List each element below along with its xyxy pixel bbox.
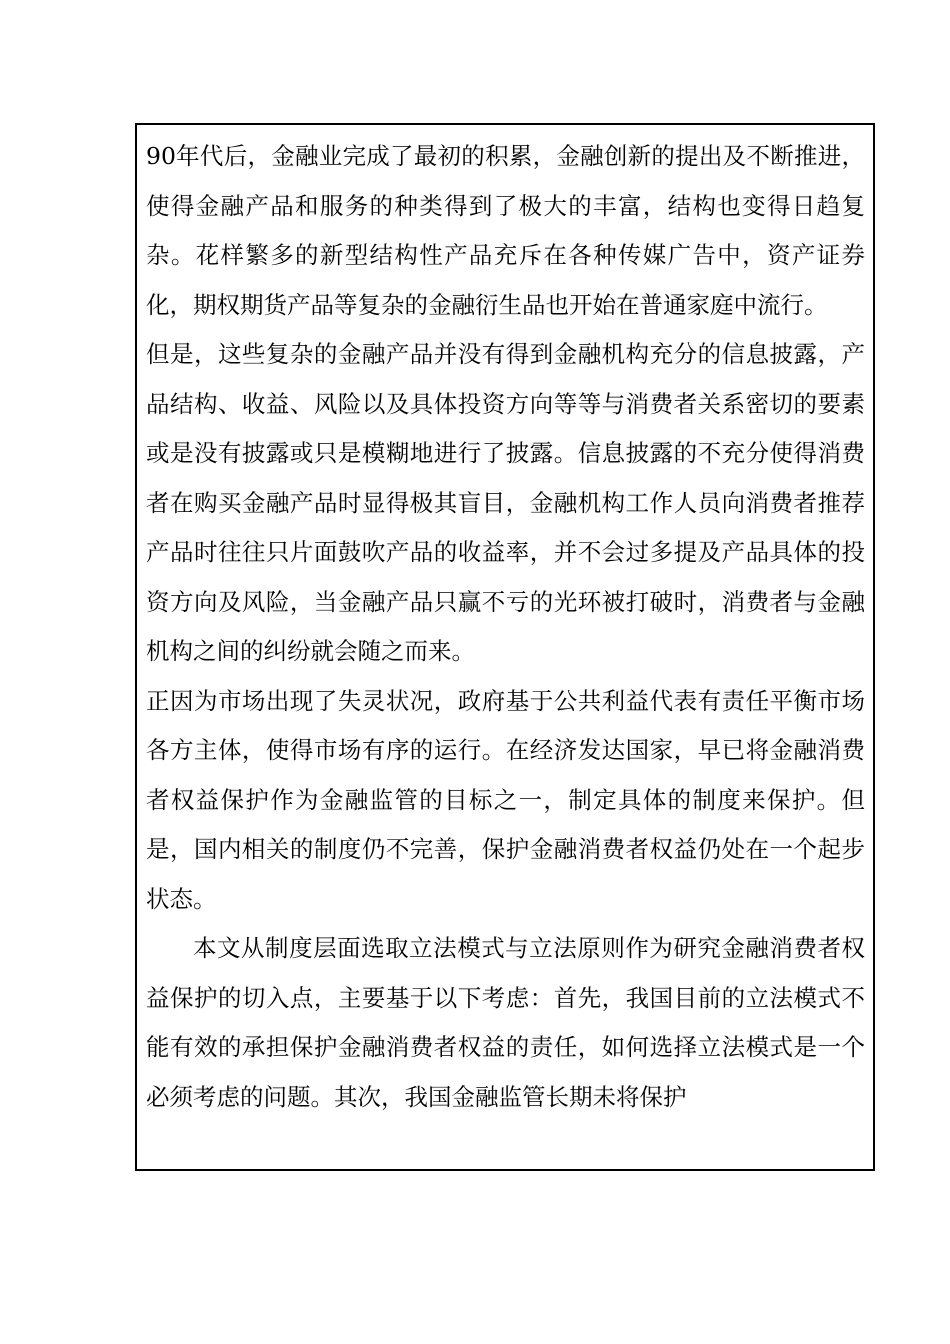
- paragraph-4: 本文从制度层面选取立法模式与立法原则作为研究金融消费者权益保护的切入点，主要基于以下考虑：首先，我国目前的立法模式不能有效的承担保护金融消费者权益的责任，如何选择立法模式是一个必须考虑的问题。其次，我国金融监管长期未将保护: [146, 934, 865, 1111]
- document-frame: [135, 123, 875, 1171]
- paragraph-2: 但是，这些复杂的金融产品并没有得到金融机构充分的信息披露，产品结构、收益、风险以及具体投资方向等等与消费者关系密切的要素或是没有披露或只是模糊地进行了披露。信息披露的不充分使得消费者在购买金融产品时显得极其盲目，金融机构工作人员向消费者推荐产品时往往只片面鼓吹产品的收益率，并不会过多提及产品具体的投资方向及风险，当金融产品只赢不亏的光环被打破时，消费者与金融机构之间的纠纷就会随之而来。: [146, 340, 865, 665]
- paragraph-1: 90年代后，金融业完成了最初的积累，金融创新的提出及不断推进，使得金融产品和服务的种类得到了极大的丰富，结构也变得日趋复杂。花样繁多的新型结构性产品充斥在各种传媒广告中，资产证券化，期权期货产品等复杂的金融衍生品也开始在普通家庭中流行。: [146, 142, 865, 319]
- paragraph-3: 正因为市场出现了失灵状况，政府基于公共利益代表有责任平衡市场各方主体，使得市场有序的运行。在经济发达国家，早已将金融消费者权益保护作为金融监管的目标之一，制定具体的制度来保护。但是，国内相关的制度仍不完善，保护金融消费者权益仍处在一个起步状态。: [146, 686, 865, 913]
